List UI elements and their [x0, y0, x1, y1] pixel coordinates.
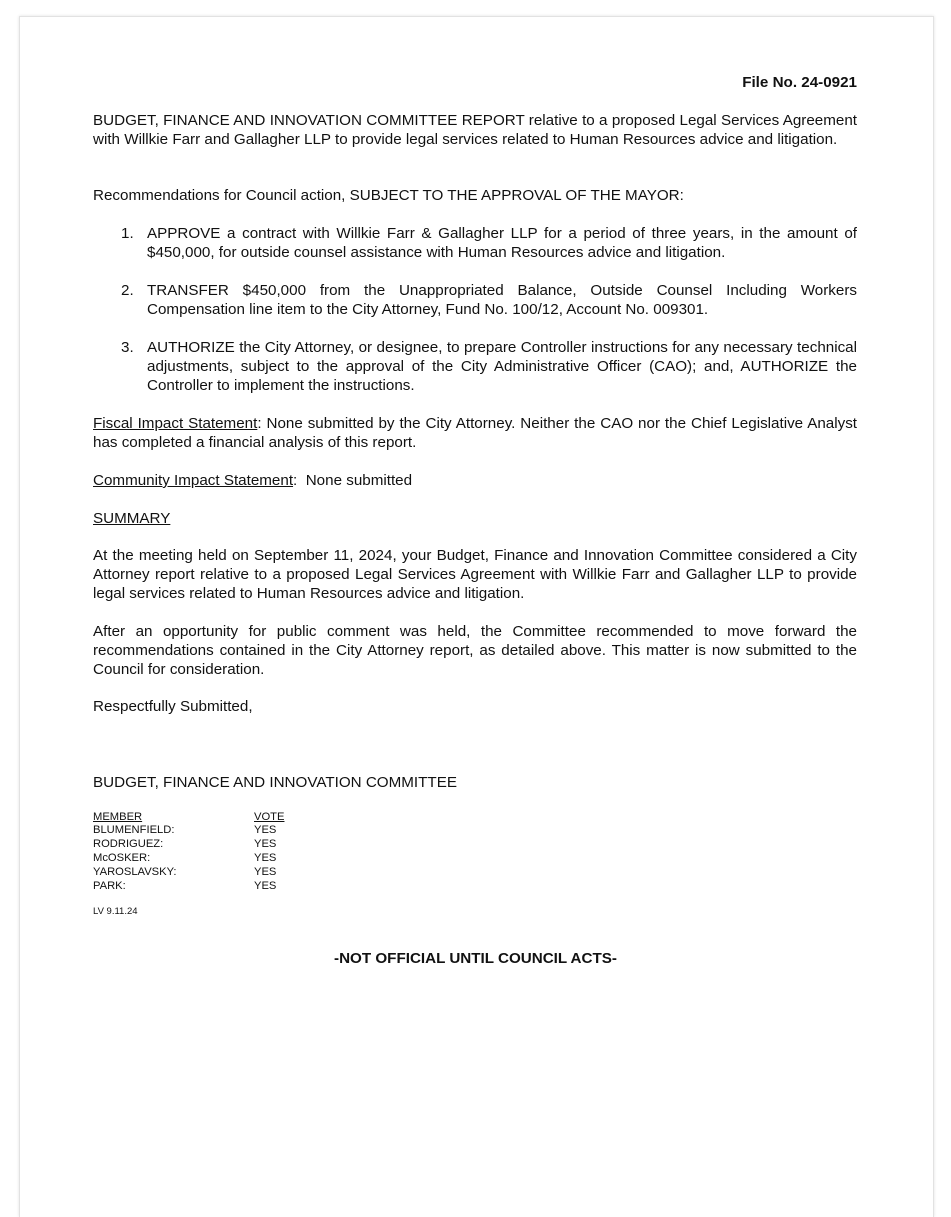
fiscal-impact-statement — [93, 414, 857, 452]
recommendation-number: 3. — [121, 339, 134, 356]
community-impact-text: : None submitted — [293, 472, 413, 489]
closing-line: Respectfully Submitted, — [93, 698, 253, 715]
fiscal-impact-label: Fiscal Impact Statement — [93, 415, 258, 432]
recommendation-number: 2. — [121, 282, 134, 299]
member-name: RODRIGUEZ: — [93, 838, 164, 850]
clerk-initials-date: LV 9.11.24 — [93, 906, 138, 917]
member-vote: YES — [254, 880, 277, 892]
vote-table-row — [93, 823, 353, 837]
member-name: BLUMENFIELD: — [93, 824, 175, 836]
member-vote: YES — [254, 838, 277, 850]
summary-heading: SUMMARY — [93, 510, 171, 527]
member-name: McOSKER: — [93, 852, 151, 864]
recommendations-heading: Recommendations for Council action, SUBJECT TO THE APPROVAL OF THE MAYOR: — [93, 187, 684, 204]
vote-table-row — [93, 865, 353, 879]
community-impact-statement — [93, 471, 857, 490]
member-name: PARK: — [93, 880, 126, 892]
vote-table-row — [93, 879, 353, 893]
recommendation-text: APPROVE a contract with Willkie Farr & Gallagher LLP for a period of three years, in the amount of $450,000, for outside counsel assistance with Human Resources advice and litigation. — [147, 225, 857, 261]
vote-table-row — [93, 837, 353, 851]
member-vote: YES — [254, 824, 277, 836]
not-official-notice: -NOT OFFICIAL UNTIL COUNCIL ACTS- — [334, 950, 617, 967]
summary-paragraph: At the meeting held on September 11, 2024, your Budget, Finance and Innovation Committee considered a City Attorney report relative to a proposed Legal Services Agreement with Willkie Farr and Gallagher LLP to provide legal services related to Human Resources advice and litigation. — [93, 547, 857, 602]
recommendation-text: TRANSFER $450,000 from the Unappropriated Balance, Outside Counsel Including Workers Compensation line item to the City Attorney, Fund No. 100/12, Account No. 009301. — [147, 282, 857, 318]
community-impact-label: Community Impact Statement — [93, 472, 294, 489]
vote-table-header — [93, 810, 353, 824]
fiscal-impact-text: : None submitted by the City Attorney. Neither the CAO nor the Chief Legislative Analyst has completed a financial analysis of this report. — [93, 415, 858, 451]
member-vote: YES — [254, 866, 277, 878]
member-column-header: MEMBER — [93, 811, 143, 823]
vote-column-header: VOTE — [254, 811, 285, 823]
member-name: YAROSLAVSKY: — [93, 866, 177, 878]
committee-name: BUDGET, FINANCE AND INNOVATION COMMITTEE — [93, 774, 457, 791]
intro-paragraph: BUDGET, FINANCE AND INNOVATION COMMITTEE REPORT relative to a proposed Legal Services Agreement with Willkie Farr and Gallagher LLP to provide legal services related to Human Resources advice and litigation. — [93, 112, 857, 148]
vote-table-row — [93, 851, 353, 865]
file-number: File No. 24-0921 — [742, 74, 857, 91]
recommendation-number: 1. — [121, 225, 134, 242]
member-vote: YES — [254, 852, 277, 864]
recommendation-text: AUTHORIZE the City Attorney, or designee, to prepare Controller instructions for any necessary technical adjustments, subject to the approval of the City Administrative Officer (CAO); and, AUTHORIZE the Controller to implement the instructions. — [147, 339, 857, 394]
summary-paragraph: After an opportunity for public comment was held, the Committee recommended to move forward the recommendations contained in the City Attorney report, as detailed above. This matter is now submitted to the Council for consideration. — [93, 623, 857, 678]
